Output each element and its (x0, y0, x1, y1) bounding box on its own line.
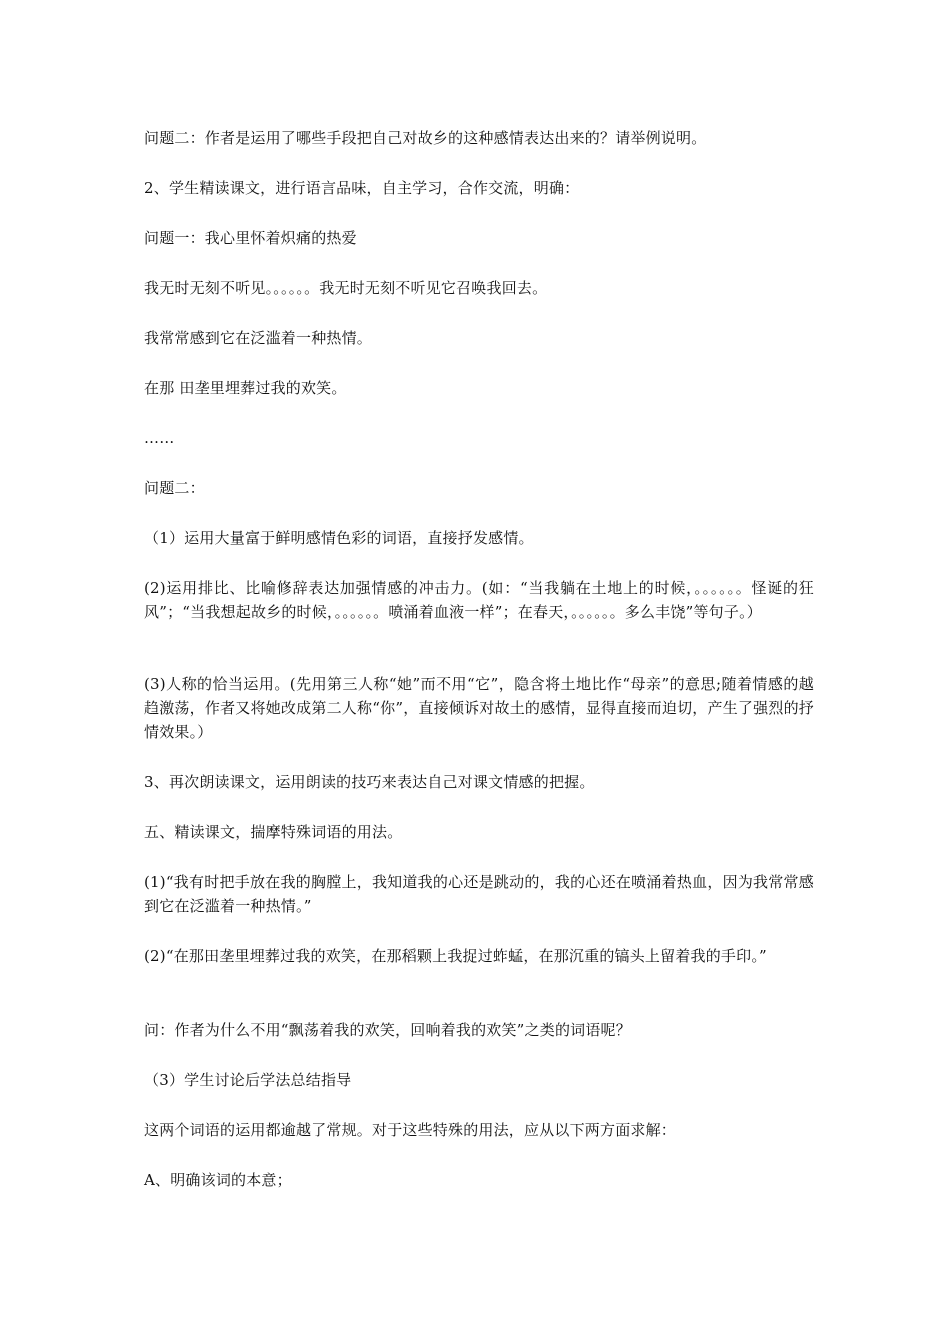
paragraph-step-3: 3、再次朗读课文，运用朗读的技巧来表达自己对课文情感的把握。 (144, 773, 595, 791)
paragraph-ask: 问：作者为什么不用“飘荡着我的欢笑，回响着我的欢笑”之类的词语呢？ (144, 1021, 631, 1039)
paragraph-question-two-prompt: 问题二：作者是运用了哪些手段把自己对故乡的这种感情表达出来的？请举例说明。 (144, 129, 707, 147)
paragraph-point-1: （1）运用大量富于鲜明感情色彩的词语，直接抒发感情。 (144, 529, 534, 547)
paragraph-explanation: 这两个词语的运用都逾越了常规。对于这些特殊的用法，应从以下两方面求解： (144, 1121, 677, 1139)
paragraph-question-two-label: 问题二： (144, 479, 205, 497)
paragraph-point-3: (3)人称的恰当运用。(先用第三人称“她”而不用“它”，隐含将土地比作“母亲”的意思;随着情感的越趋激荡，作者又将她改成第二人称“你”，直接倾诉对故土的感情，显得直接而迫切，产生了强烈的抒情效果。） (144, 675, 814, 741)
paragraph-point-2: (2)运用排比、比喻修辞表达加强情感的冲击力。(如：“当我躺在土地上的时候，。。。。。。怪诞的狂风”；“当我想起故乡的时候，。。。。。。喷涌着血液一样”；在春天，。。。。。。多么丰饶”等句子。） (144, 579, 814, 621)
paragraph-question-one: 问题一：我心里怀着炽痛的热爱 (144, 229, 357, 247)
paragraph-item-a: A、明确该词的本意； (144, 1171, 292, 1189)
section-five-heading: 五、精读课文，揣摩特殊词语的用法。 (144, 823, 403, 841)
paragraph-ellipsis: …… (144, 429, 175, 447)
paragraph-example-2: (2)“在那田垄里埋葬过我的欢笑，在那稻颗上我捉过蚱蜢，在那沉重的镐头上留着我的手印。” (144, 947, 767, 965)
paragraph-example-1: (1)“我有时把手放在我的胸膛上，我知道我的心还是跳动的，我的心还在喷涌着热血，因为我常常感到它在泛滥着一种热情。” (144, 873, 814, 915)
paragraph-quote-3: 在那 田垄里埋葬过我的欢笑。 (144, 379, 347, 397)
paragraph-quote-2: 我常常感到它在泛滥着一种热情。 (144, 329, 373, 347)
paragraph-quote-1: 我无时无刻不听见。。。。。。我无时无刻不听见它召唤我回去。 (144, 279, 548, 297)
paragraph-point-3-guidance: （3）学生讨论后学法总结指导 (144, 1071, 352, 1089)
paragraph-step-2: 2、学生精读课文，进行语言品味，自主学习，合作交流，明确： (144, 179, 580, 197)
